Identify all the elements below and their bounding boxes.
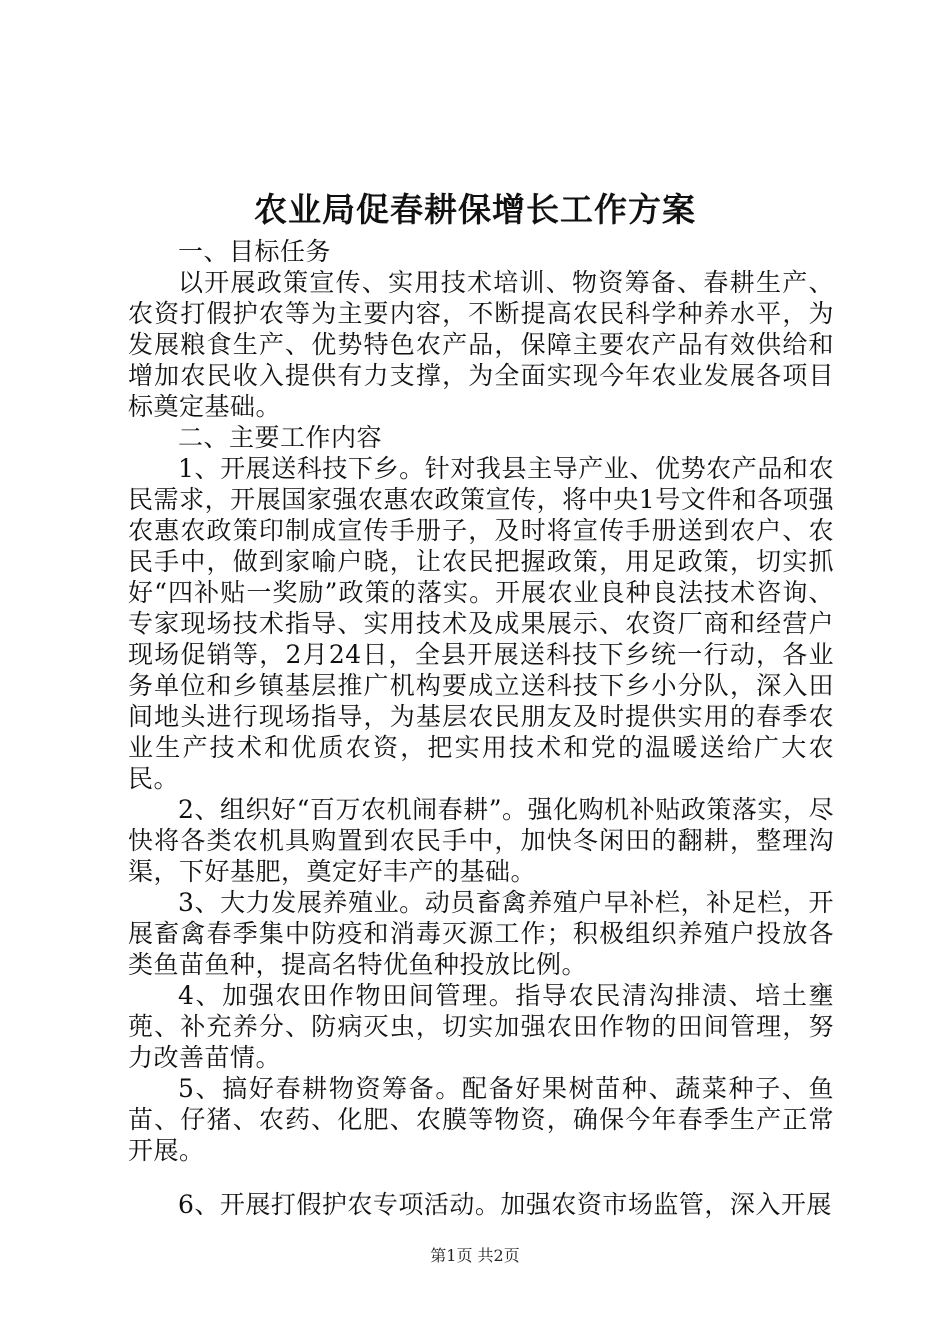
- page-number-footer: 第1页 共2页: [430, 1246, 520, 1265]
- document-body: [128, 236, 834, 1220]
- section-heading-goals: 一、目标任务: [178, 237, 332, 266]
- paragraph-item-1: 1、开展送科技下乡。针对我县主导产业、优势农产品和农民需求，开展国家强农惠农政策宣传，将中央1号文件和各项强农惠农政策印制成宣传手册子，及时将宣传手册送到农户、农民手中，做到家喻户晓，让农民把握政策，用足政策，切实抓好“四补贴一奖励”政策的落实。开展农业良种良法技术咨询、专家现场技术指导、实用技术及成果展示、农资厂商和经营户现场促销等，2月24日，全县开展送科技下乡统一行动，各业务单位和乡镇基层推广机构要成立送科技下乡小分队，深入田间地头进行现场指导，为基层农民朋友及时提供实用的春季农业生产技术和优质农资，把实用技术和党的温暖送给广大农民。: [128, 454, 834, 793]
- paragraph-goals: 以开展政策宣传、实用技术培训、物资筹备、春耕生产、农资打假护农等为主要内容，不断提高农民科学种养水平，为发展粮食生产、优势特色农产品，保障主要农产品有效供给和增加农民收入提供有力支撑，为全面实现今年农业发展各项目标奠定基础。: [128, 268, 834, 421]
- paragraph-item-2: 2、组织好“百万农机闹春耕”。强化购机补贴政策落实，尽快将各类农机具购置到农民手中，加快冬闲田的翻耕，整理沟渠，下好基肥，奠定好丰产的基础。: [128, 795, 834, 886]
- paragraph-item-6: 6、开展打假护农专项活动。加强农资市场监管，深入开展: [178, 1190, 832, 1219]
- paragraph-item-4: 4、加强农田作物田间管理。指导农民清沟排渍、培土壅蔸、补充养分、防病灭虫，切实加强农田作物的田间管理，努力改善苗情。: [128, 981, 834, 1072]
- document-title: 农业局促春耕保增长工作方案: [254, 190, 696, 229]
- paragraph-item-3: 3、大力发展养殖业。动员畜禽养殖户早补栏，补足栏，开展畜禽春季集中防疫和消毒灭源工作；积极组织养殖户投放各类鱼苗鱼种，提高名特优鱼种投放比例。: [128, 888, 834, 979]
- section-heading-main-work: 二、主要工作内容: [178, 423, 383, 452]
- paragraph-item-5: 5、搞好春耕物资筹备。配备好果树苗种、蔬菜种子、鱼苗、仔猪、农药、化肥、农膜等物资，确保今年春季生产正常开展。: [128, 1074, 834, 1165]
